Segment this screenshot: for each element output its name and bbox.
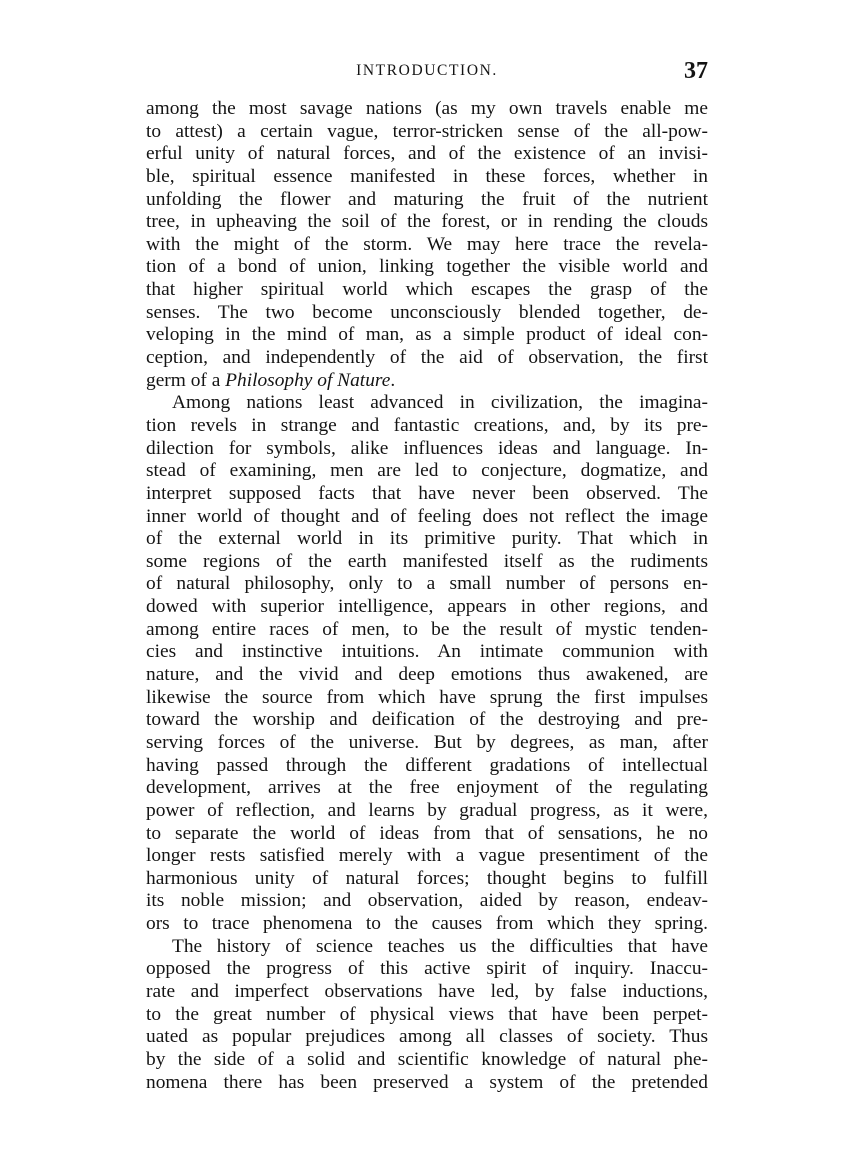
- text-line: dowed with superior intelligence, appears in other regions, and: [146, 596, 708, 618]
- text-line: development, arrives at the free enjoyment of the regulating: [146, 777, 708, 799]
- text-line: some regions of the earth manifested itself as the rudiments: [146, 550, 708, 572]
- text-line: among entire races of men, to be the result of mystic tenden-: [146, 618, 708, 640]
- text-line: longer rests satisfied merely with a vague presentiment of the: [146, 845, 708, 867]
- text-line: inner world of thought and of feeling does not reflect the image: [146, 505, 708, 527]
- page-number: 37: [684, 58, 708, 84]
- text-line: toward the worship and deification of the destroying and pre-: [146, 709, 708, 731]
- text-line: interpret supposed facts that have never been observed. The: [146, 482, 708, 504]
- paragraph-3: [146, 936, 708, 1094]
- text-line: unfolding the flower and maturing the fruit of the nutrient: [146, 188, 708, 210]
- text-line: to the great number of physical views that have been perpet-: [146, 1003, 708, 1025]
- text-line: Among nations least advanced in civilization, the imagina-: [172, 392, 708, 414]
- paragraph-2: [146, 392, 708, 935]
- text-line: serving forces of the universe. But by degrees, as man, after: [146, 731, 708, 753]
- text-line: tion revels in strange and fantastic creations, and, by its pre-: [146, 414, 708, 436]
- paragraph-1: [146, 98, 708, 392]
- text-line: nomena there has been preserved a system of the pretended: [146, 1071, 708, 1093]
- text-line: of the external world in its primitive purity. That which in: [146, 528, 708, 550]
- text-line: veloping in the mind of man, as a simple product of ideal con-: [146, 324, 708, 346]
- text-line: that higher spiritual world which escapes the grasp of the: [146, 279, 708, 301]
- text-line: nature, and the vivid and deep emotions thus awakened, are: [146, 664, 708, 686]
- text-line: harmonious unity of natural forces; thought begins to fulfill: [146, 867, 708, 889]
- text-line: tion of a bond of union, linking together the visible world and: [146, 256, 708, 278]
- text-line: ble, spiritual essence manifested in these forces, whether in: [146, 165, 708, 187]
- text-line: cies and instinctive intuitions. An intimate communion with: [146, 641, 708, 663]
- text-line: its noble mission; and observation, aided by reason, endeav-: [146, 890, 708, 912]
- text-line: rate and imperfect observations have led, by false inductions,: [146, 980, 708, 1002]
- text-line: ors to trace phenomena to the causes from which they spring.: [146, 913, 708, 935]
- text-line: by the side of a solid and scientific knowledge of natural phe-: [146, 1048, 708, 1070]
- text-line: senses. The two become unconsciously blended together, de-: [146, 301, 708, 323]
- text-line: to separate the world of ideas from that of sensations, he no: [146, 822, 708, 844]
- text-line: opposed the progress of this active spirit of inquiry. Inaccu-: [146, 958, 708, 980]
- text-line: having passed through the different gradations of intellectual: [146, 754, 708, 776]
- page-header: [146, 58, 708, 88]
- text-line-final: [146, 370, 708, 393]
- text-line: tree, in upheaving the soil of the forest, or in rending the clouds: [146, 211, 708, 233]
- text-line: ception, and independently of the aid of observation, the first: [146, 347, 708, 369]
- text-run: .: [390, 369, 396, 391]
- italic-title: Philosophy of Nature: [225, 369, 391, 391]
- text-line: erful unity of natural forces, and of the existence of an invisi-: [146, 143, 708, 165]
- text-run: germ of a: [146, 369, 226, 391]
- text-line: The history of science teaches us the difficulties that have: [172, 935, 708, 957]
- running-head: INTRODUCTION.: [356, 62, 498, 79]
- text-line: among the most savage nations (as my own travels enable me: [146, 98, 708, 119]
- text-line: uated as popular prejudices among all classes of society. Thus: [146, 1026, 708, 1048]
- text-line: with the might of the storm. We may here trace the revela-: [146, 233, 708, 255]
- text-line: dilection for symbols, alike influences ideas and language. In-: [146, 437, 708, 459]
- text-line: likewise the source from which have sprung the first impulses: [146, 686, 708, 708]
- text-line: stead of examining, men are led to conjecture, dogmatize, and: [146, 460, 708, 482]
- text-line: to attest) a certain vague, terror-stricken sense of the all-pow-: [146, 120, 708, 142]
- text-line: of natural philosophy, only to a small number of persons en-: [146, 573, 708, 595]
- text-line: power of reflection, and learns by gradual progress, as it were,: [146, 799, 708, 821]
- body-text: [146, 98, 708, 1094]
